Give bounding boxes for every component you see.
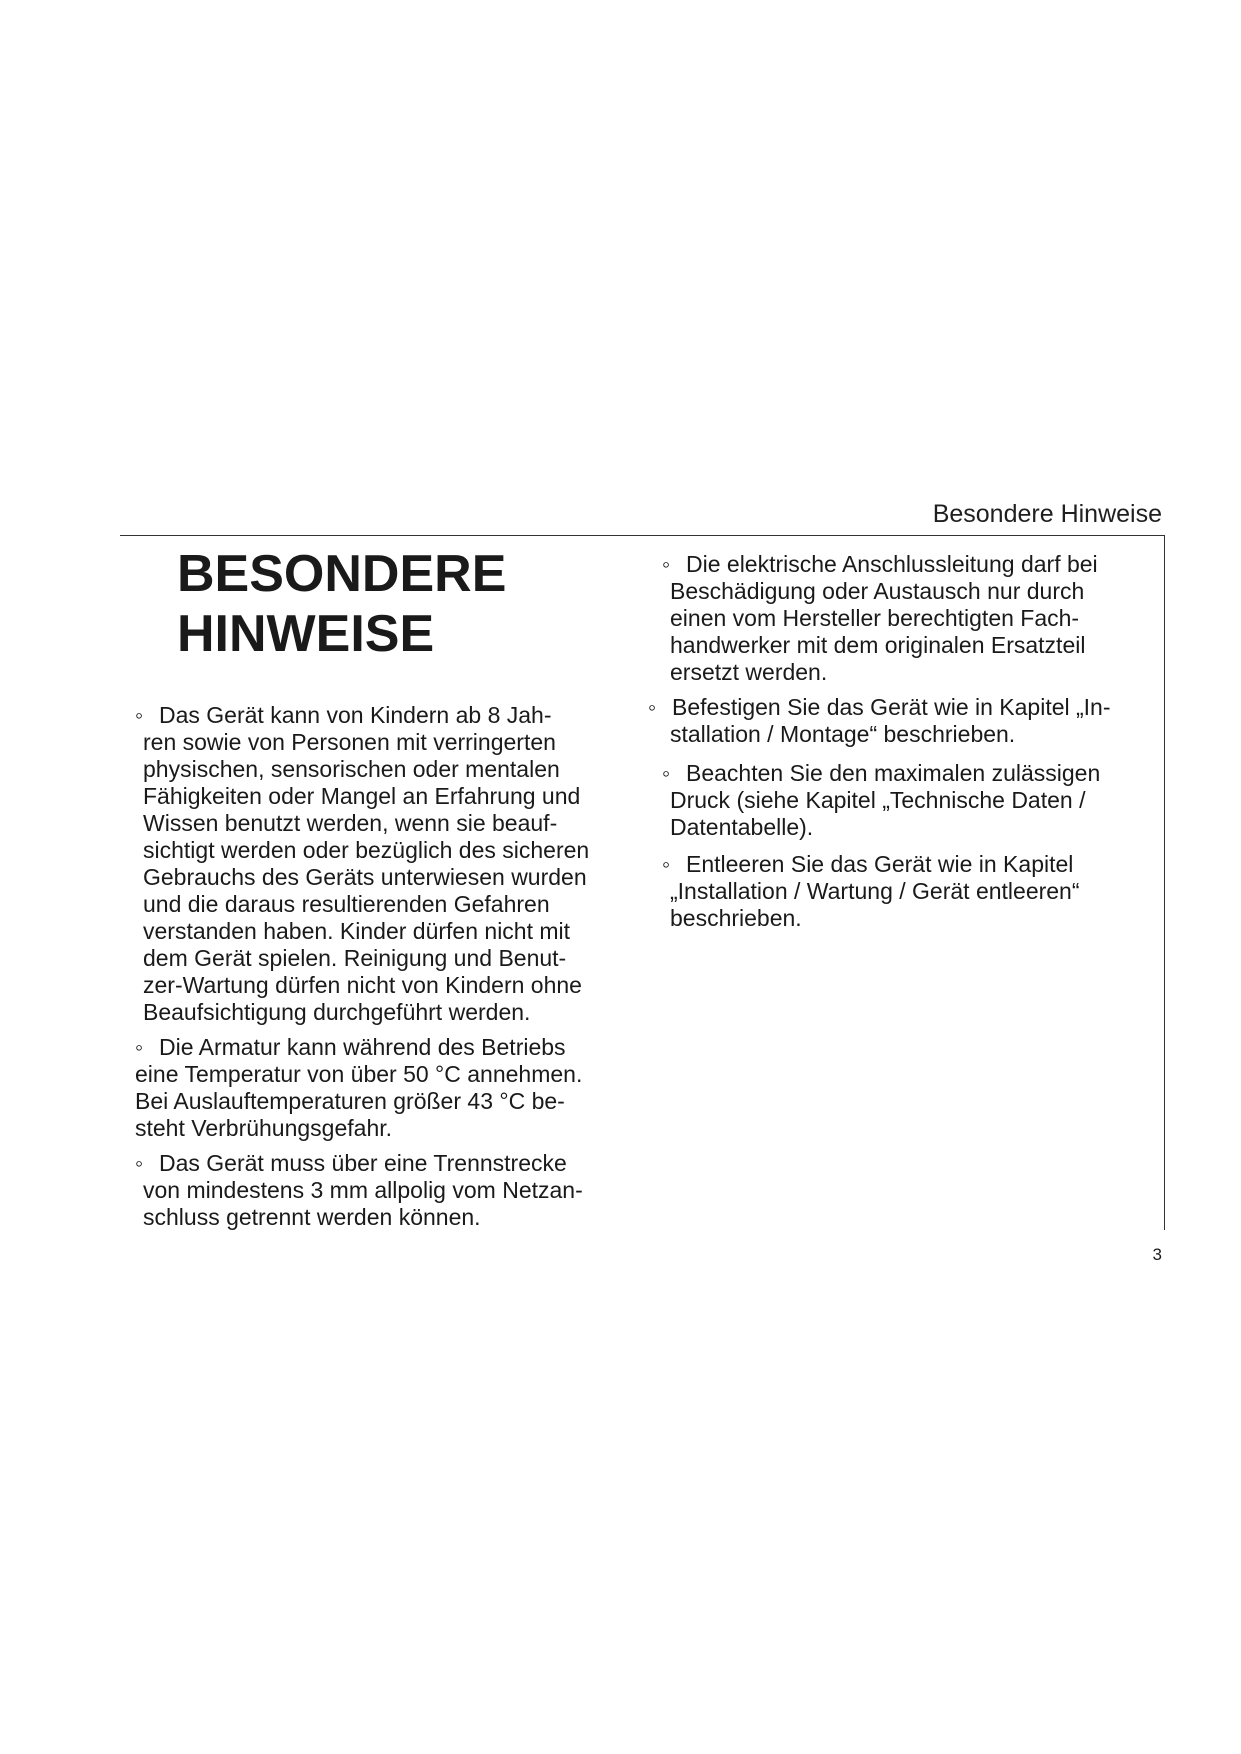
page-number: 3 bbox=[1152, 1245, 1162, 1264]
list-item-line: dem Gerät spielen. Reinigung und Benut- bbox=[143, 945, 567, 971]
list-item-line: Beaufsichtigung durchgeführt werden. bbox=[143, 999, 531, 1025]
header-rule bbox=[120, 535, 1165, 536]
list-item-line: und die daraus resultierenden Gefahren bbox=[143, 891, 550, 917]
bullet-icon: ◦ bbox=[135, 702, 144, 728]
list-item-line: von mindestens 3 mm allpolig vom Netzan- bbox=[143, 1177, 583, 1203]
list-item bbox=[648, 760, 1148, 841]
list-item-line: Wissen benutzt werden, wenn sie beauf- bbox=[143, 810, 558, 836]
list-item bbox=[135, 702, 625, 1026]
list-item-line: verstanden haben. Kinder dürfen nicht mit bbox=[143, 918, 571, 944]
page-title-line-2: HINWEISE bbox=[177, 605, 435, 663]
bullet-icon: ◦ bbox=[135, 1150, 144, 1176]
bullet-icon: ◦ bbox=[662, 551, 671, 577]
right-margin-rule bbox=[1164, 535, 1165, 1230]
list-item-line: ren sowie von Personen mit verringerten bbox=[143, 729, 556, 755]
bullet-icon: ◦ bbox=[135, 1034, 144, 1060]
list-item-first-line: Die Armatur kann während des Betriebs bbox=[159, 1034, 566, 1060]
list-item-line: physischen, sensorischen oder mentalen bbox=[143, 756, 560, 782]
bullet-icon: ◦ bbox=[662, 760, 671, 786]
list-item-first-line: Das Gerät kann von Kindern ab 8 Jah- bbox=[159, 702, 552, 728]
list-item-line: Beschädigung oder Austausch nur durch bbox=[670, 578, 1085, 604]
list-item bbox=[648, 551, 1148, 686]
left-column bbox=[135, 702, 625, 1231]
list-item-first-line: Die elektrische Anschlussleitung darf bei bbox=[686, 551, 1098, 577]
list-item-line: Druck (siehe Kapitel „Technische Daten / bbox=[670, 787, 1086, 813]
list-item bbox=[135, 1034, 625, 1142]
list-item-line: Bei Auslauftemperaturen größer 43 °C be- bbox=[135, 1088, 565, 1114]
list-item-line: sichtigt werden oder bezüglich des sicheren bbox=[143, 837, 590, 863]
list-item bbox=[648, 851, 1148, 932]
running-header: Besondere Hinweise bbox=[932, 500, 1162, 528]
list-item-line: beschrieben. bbox=[670, 905, 802, 931]
list-item-line: Fähigkeiten oder Mangel an Erfahrung und bbox=[143, 783, 581, 809]
list-item-line: ersetzt werden. bbox=[670, 659, 828, 685]
list-item-line: Datentabelle). bbox=[670, 814, 814, 840]
list-item-line: eine Temperatur von über 50 °C annehmen. bbox=[135, 1061, 583, 1087]
list-item-first-line: Beachten Sie den maximalen zulässigen bbox=[686, 760, 1101, 786]
bullet-icon: ◦ bbox=[648, 694, 657, 720]
right-column bbox=[648, 551, 1148, 932]
list-item-line: stallation / Montage“ beschrieben. bbox=[670, 721, 1016, 747]
list-item-first-line: Entleeren Sie das Gerät wie in Kapitel bbox=[686, 851, 1074, 877]
list-item bbox=[648, 694, 1148, 748]
list-item-line: Gebrauchs des Geräts unterwiesen wurden bbox=[143, 864, 587, 890]
list-item-first-line: Befestigen Sie das Gerät wie in Kapitel „In- bbox=[672, 694, 1111, 720]
list-item-line: „Installation / Wartung / Gerät entleeren“ bbox=[670, 878, 1080, 904]
page-title bbox=[177, 544, 506, 664]
page-title-line-1: BESONDERE bbox=[177, 545, 507, 603]
list-item bbox=[135, 1150, 625, 1231]
list-item-line: einen vom Hersteller berechtigten Fach- bbox=[670, 605, 1080, 631]
list-item-first-line: Das Gerät muss über eine Trennstrecke bbox=[159, 1150, 567, 1176]
list-item-line: handwerker mit dem originalen Ersatzteil bbox=[670, 632, 1086, 658]
list-item-line: schluss getrennt werden können. bbox=[143, 1204, 481, 1230]
bullet-icon: ◦ bbox=[662, 851, 671, 877]
list-item-line: steht Verbrühungsgefahr. bbox=[135, 1115, 393, 1141]
list-item-line: zer-Wartung dürfen nicht von Kindern ohne bbox=[143, 972, 582, 998]
